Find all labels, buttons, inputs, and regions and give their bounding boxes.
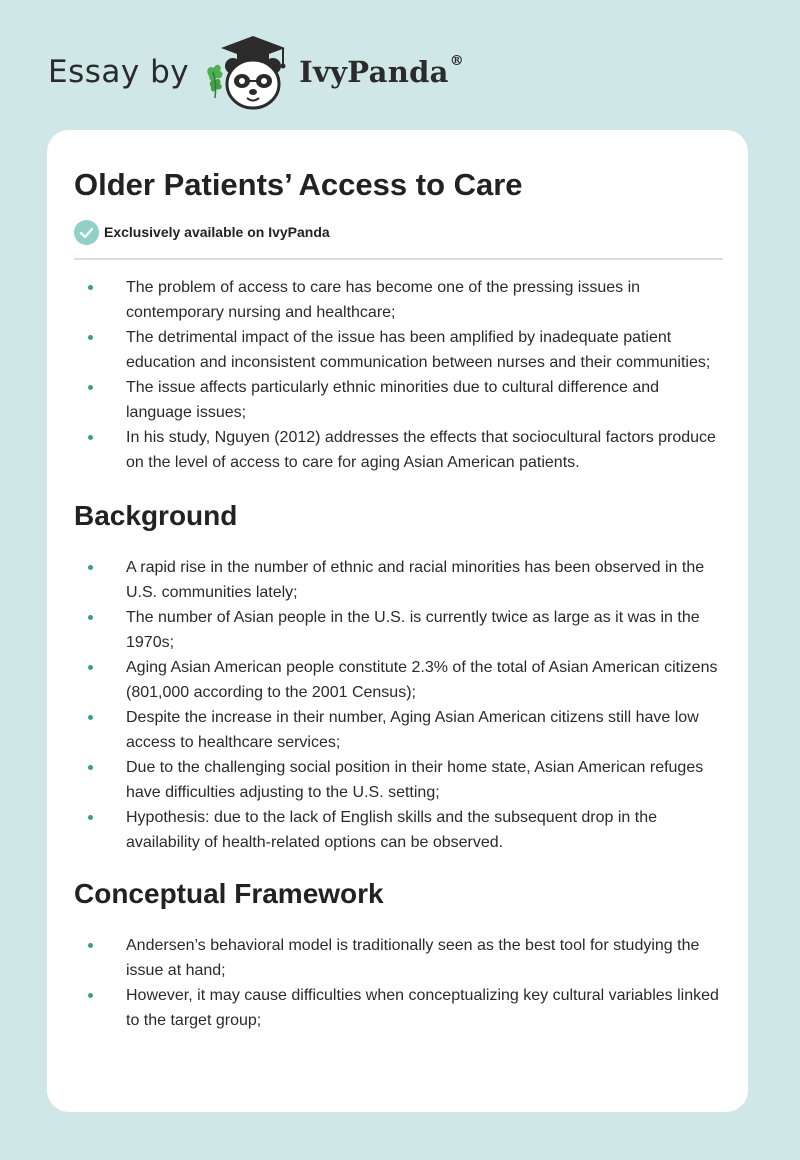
list-item: In his study, Nguyen (2012) addresses the effects that sociocultural factors produce on the level of access to care for aging Asian American patients. [74,425,722,475]
list-item: Andersen’s behavioral model is traditionally seen as the best tool for studying the issue at hand; [74,933,722,983]
brand-text: IvyPanda [299,55,449,89]
exclusive-badge [74,219,722,245]
title-divider [74,258,723,260]
list-item: The issue affects particularly ethnic minorities due to cultural difference and language issues; [74,375,722,425]
list-item: The number of Asian people in the U.S. is currently twice as large as it was in the 1970s; [74,605,722,655]
registered-mark: ® [449,53,465,70]
list-item: Due to the challenging social position in their home state, Asian American refuges have difficulties adjusting to the U.S. setting; [74,755,722,805]
framework-bullet-list [74,933,722,1033]
document-title: Older Patients’ Access to Care [74,167,523,202]
intro-bullet-list [74,275,722,475]
exclusive-badge-text: Exclusively available on IvyPanda [104,224,330,240]
check-circle-icon [74,220,99,245]
section-heading-conceptual-framework: Conceptual Framework [74,878,384,909]
document-card [47,130,748,1112]
brand-name [299,55,464,89]
site-header [48,32,464,112]
list-item: The detrimental impact of the issue has been amplified by inadequate patient education and inconsistent communication between nurses and their communities; [74,325,722,375]
essay-by-label: Essay by [48,54,190,90]
section-heading-background: Background [74,500,238,531]
list-item: However, it may cause difficulties when conceptualizing key cultural variables linked to the target group; [74,983,722,1033]
list-item: Aging Asian American people constitute 2.3% of the total of Asian American citizens (801,000 according to the 2001 Census); [74,655,722,705]
list-item: Despite the increase in their number, Aging Asian American citizens still have low access to healthcare services; [74,705,722,755]
background-bullet-list [74,555,722,855]
panda-graduation-cap-icon [203,32,293,112]
list-item: Hypothesis: due to the lack of English skills and the subsequent drop in the availability of health-related options can be observed. [74,805,722,855]
list-item: A rapid rise in the number of ethnic and racial minorities has been observed in the U.S. communities lately; [74,555,722,605]
list-item: The problem of access to care has become one of the pressing issues in contemporary nursing and healthcare; [74,275,722,325]
